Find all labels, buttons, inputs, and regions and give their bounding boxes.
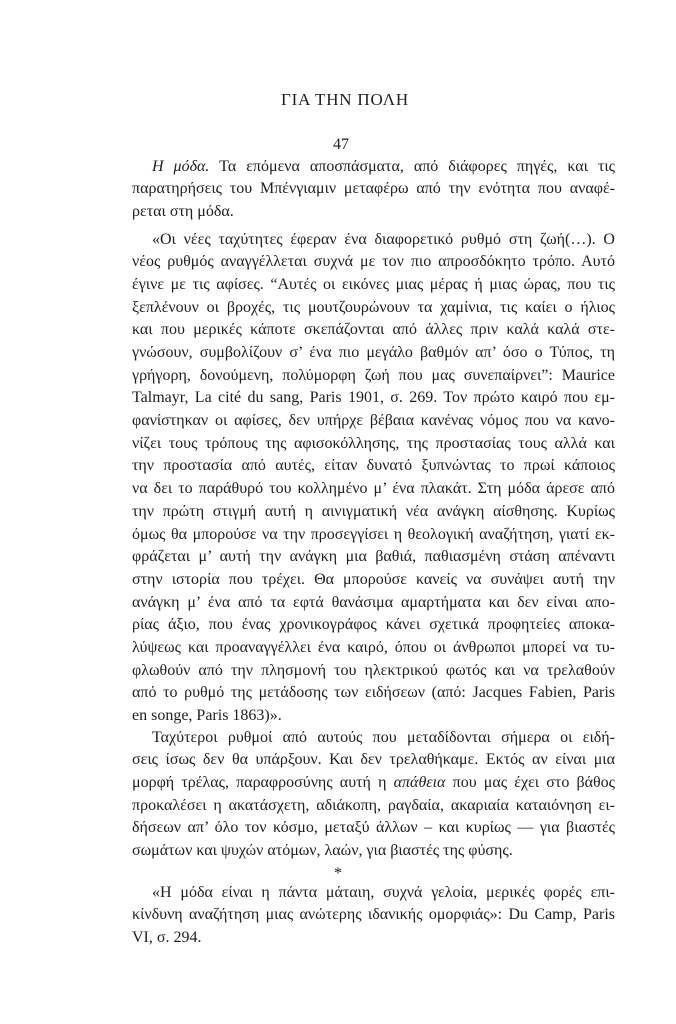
text-line: να δει το παράθυρό του κολλημένο μ’ ένα πλακάτ. Στη μόδα άρεσε από — [132, 480, 615, 498]
text-line: ξεπλένουν οι βροχές, τις μουτζουρώνουν τα χαμίνια, τις καίει ο ήλιος — [132, 298, 615, 316]
text-line: στην ιστορία που τρέχει. Θα μπορούσε κανείς να συνάψει αυτή την — [132, 570, 615, 588]
text-line: κίνδυνη αναζήτηση μιας ανώτερης ιδανικής ομορφιάς»: Du Camp, Paris — [132, 906, 615, 924]
text-line: έγινε με τις αφίσες. “Αυτές οι εικόνες μιας μέρας ή μιας ώρας, που τις — [132, 275, 615, 293]
text-line: νέος ρυθμός αναγγέλλεται συχνά με τον πιο απροσδόκητο τρόπο. Αυτό — [132, 253, 615, 271]
text-line: γνώσουν, συμβολίζουν σ’ ένα πιο μεγάλο βαθμόν απ’ όσο ο Τύπος, τη — [132, 344, 615, 362]
text-line: Talmayr, La cité du sang, Paris 1901, σ. 269. Τον πρώτο καιρό που εμ- — [132, 389, 615, 407]
text-line: Ταχύτεροι ρυθμοί από αυτούς που μεταδίδονται σήμερα οι ειδή- — [152, 728, 615, 746]
section-separator: * — [334, 865, 342, 882]
text-line: φράζεται μ’ αυτή την ανάγκη μια βαθιά, παθιασμένη στάση απέναντι — [132, 548, 615, 566]
text-line: «Οι νέες ταχύτητες έφεραν ένα διαφορετικό ρυθμό στη ζωή(…). Ο — [152, 230, 615, 248]
text-line: και που μερικές κάποτε σκεπάζονται από άλλες πριν καλά καλά στε- — [132, 321, 615, 339]
text-line: ανάγκη μ’ ένα από τα εφτά θανάσιμα αμαρτήματα και δεν είναι απο- — [132, 593, 615, 611]
text-segment: μορφή τρέλας, παραφροσύνης αυτή η — [132, 773, 387, 791]
running-head: ΓΙΑ ΤΗΝ ΠΟΛΗ — [281, 90, 409, 109]
text-line: νίζει τους τρόπους της αφισοκόλλησης, της προστασίας τους αλλά και — [132, 434, 615, 452]
text-line: παρατηρήσεις του Μπένγιαμιν μεταφέρω από την ενότητα που αναφέ- — [132, 180, 615, 198]
text-line: σεις ίσως δεν θα υπάρξουν. Και δεν τρελαθήκαμε. Εκτός αν είναι μια — [132, 751, 615, 769]
text-segment: Τα επόμενα αποσπάσματα, από διάφορες πηγές, και τις — [219, 157, 616, 175]
text-line: φλωθούν από την πλησμονή του ηλεκτρικού φωτός και να τρελαθούν — [132, 661, 615, 679]
paragraph — [132, 882, 615, 950]
text-segment: που μας έχει στο βάθος — [452, 773, 616, 791]
text-line — [132, 772, 615, 795]
text-line: VI, σ. 294. — [132, 928, 202, 946]
text-line: προκαλέσει η ακατάσχετη, αδιάκοπη, ραγδαία, ακαριαία καταιόνηση ει- — [132, 796, 615, 814]
text-line: από το ρυθμό της μετάδοσης των ειδήσεων (από: Jacques Fabien, Paris — [132, 684, 615, 702]
emphasized-word: απάθεια — [393, 773, 446, 791]
text-line: γρήγορη, δονούμενη, πολύμορφη ζωή που μας συνεπαίρνει”: Maurice — [132, 366, 615, 384]
paragraph — [132, 156, 615, 224]
text-line: en songe, Paris 1863)». — [132, 707, 282, 725]
entry-heading: Η μόδα. — [152, 157, 210, 175]
text-line: ρίας άξιο, που ένας χρονικογράφος κάνει σχετικά προφητείες αποκα- — [132, 616, 615, 634]
entry-number: 47 — [333, 136, 349, 153]
paragraph — [132, 229, 615, 728]
text-line: λύψεως και προαναγγέλλει ένα καιρό, όπου οι άνθρωποι μπορεί να τυ- — [132, 638, 615, 656]
paragraph — [132, 727, 615, 863]
text-line: «Η μόδα είναι η πάντα μάταιη, συχνά γελοία, μερικές φορές επι- — [152, 883, 615, 901]
text-line: δήσεων απ’ όλο τον κόσμο, μεταξύ άλλων – και κυρίως — για βιαστές — [132, 819, 615, 837]
text-line: ρεται στη μόδα. — [132, 202, 234, 220]
text-line: την προστασία από αυτές, είταν δυνατό ξυπνώντας το πρωί κάποιος — [132, 457, 615, 475]
text-line — [132, 156, 615, 179]
text-line: την πρώτη στιγμή αυτή η αινιγματική νέα ανάγκη αίσθησης. Κυρίως — [132, 502, 615, 520]
text-line: σωμάτων και ψυχών ατόμων, λαών, για βιαστές της φύσης. — [132, 842, 513, 860]
text-line: όμως θα μπορούσε να την προσεγγίσει η θεολογική αναζήτηση, γιατί εκ- — [132, 525, 615, 543]
text-line: φανίστηκαν οι αφίσες, δεν υπήρχε βέβαια κανένας νόμος που να κανο- — [132, 412, 615, 430]
